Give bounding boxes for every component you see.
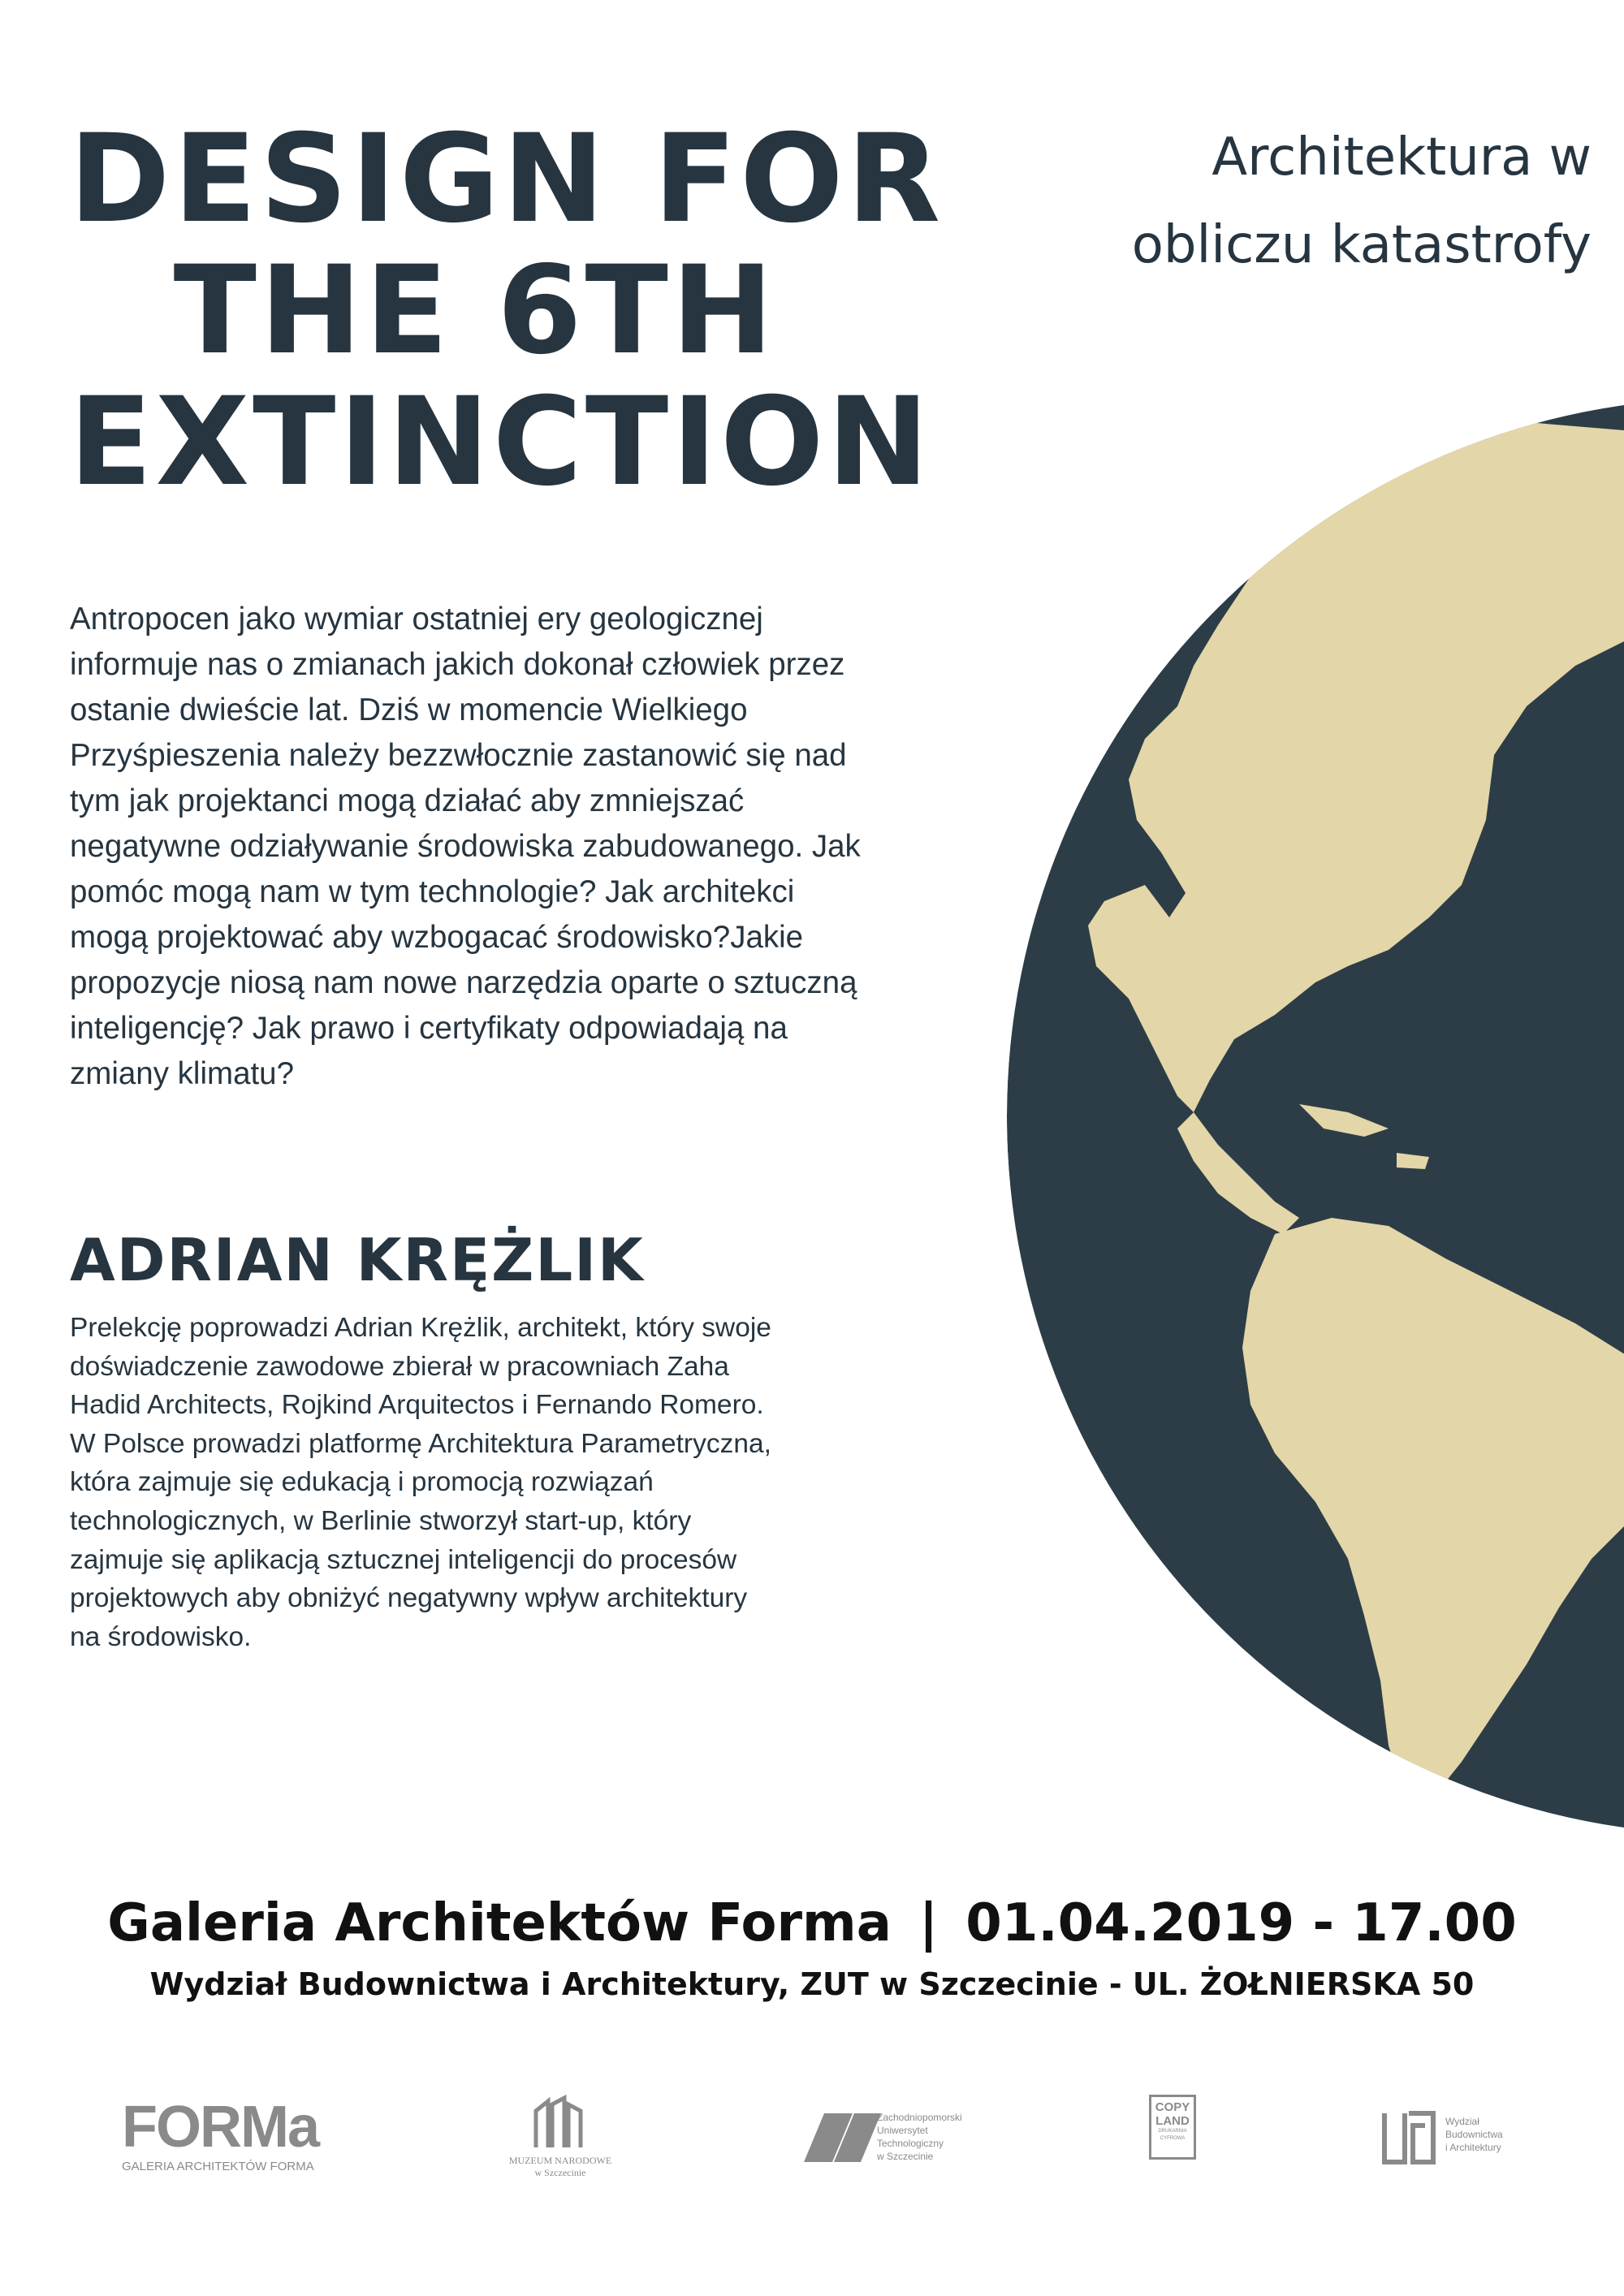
logo-copyland-line4: CYFROWA [1160, 2136, 1186, 2141]
logo-zut [804, 2095, 999, 2192]
logo-forma-caption: GALERIA ARCHITEKTÓW FORMA [122, 2160, 314, 2173]
subtitle-line-2: obliczu katastrofy [1131, 215, 1592, 275]
logo-forma-wordmark: FORMa [122, 2095, 318, 2160]
speaker-name: ADRIAN KRĘŻLIK [70, 1226, 645, 1294]
event-subtitle [1007, 114, 1592, 289]
logo-copyland-line1: COPY [1155, 2100, 1190, 2114]
logo-wbia-line1: Wydział [1445, 2116, 1479, 2127]
speaker-bio: Prelekcję poprowadzi Adrian Krężlik, architekt, który swoje doświadczenie zawodowe zbierał w pracowniach Zaha Hadid Architects, Rojkind Arquitectos i Fernando Romero. W Polsce prowadzi platformę Architektura Parametryczna, która zajmuje się edukacją i promocją rozwiązań technologicznych, w Berlinie stworzył start-up, który zajmuje się aplikacją sztucznej inteligencji do procesów projektowych aby obniżyć negatywny wpływ architektury na środowisko. [70, 1313, 771, 1652]
venue-separator: | [918, 1893, 939, 1953]
title-line-2: THE 6TH [173, 240, 777, 382]
muzeum-emblem-icon [528, 2095, 593, 2151]
wbia-emblem-icon [1380, 2109, 1437, 2166]
logo-zut-line1: Zachodniopomorski [877, 2112, 962, 2123]
sponsor-logos [0, 2095, 1624, 2192]
logo-copyland-box [1149, 2095, 1196, 2160]
logo-muzeum-line1: MUZEUM NARODOWE [508, 2155, 612, 2166]
logo-zut-line2: Uniwersytet [877, 2125, 928, 2136]
logo-zut-line4: w Szczecinie [877, 2151, 934, 2162]
title-line-3: EXTINCTION [69, 372, 933, 513]
globe-illustration [1007, 398, 1624, 1835]
logo-forma [122, 2095, 333, 2192]
logo-copyland-line2: LAND [1155, 2114, 1190, 2128]
logo-copyland [1149, 2095, 1198, 2192]
logo-wbia-line3: i Architektury [1445, 2142, 1501, 2153]
description-paragraph: Antropocen jako wymiar ostatniej ery geologicznej informuje nas o zmianach jakich dokonał człowiek przez ostanie dwieście lat. Dziś w momencie Wielkiego Przyśpieszenia należy bezzwłocznie zastanowić się nad tym jak projektanci mogą działać aby zmniejszać negatywne odziaływanie środowiska zabudowanego. Jak pomóc mogą nam w tym technologie? Jak architekci mogą projektować aby wzbogacać środowisko?Jakie propozycje niosą nam nowe narzędzia oparte o sztuczną inteligencję? Jak prawo i certyfikaty odpowiadają na zmiany klimatu? [70, 602, 861, 1091]
logo-wbia [1380, 2095, 1535, 2192]
logo-muzeum-narodowe [503, 2095, 617, 2192]
event-venue-line [0, 1893, 1624, 1953]
event-datetime: 01.04.2019 - 17.00 [965, 1893, 1517, 1953]
event-address: Wydział Budownictwa i Architektury, ZUT w Szczecinie - UL. ŻOŁNIERSKA 50 [149, 1966, 1475, 2002]
logo-wbia-line2: Budownictwa [1445, 2129, 1503, 2140]
title-line-1: DESIGN FOR [69, 109, 944, 250]
logo-copyland-line3: DRUKARNIA [1158, 2129, 1187, 2134]
venue-name: Galeria Architektów Forma [107, 1893, 892, 1953]
logo-zut-text [877, 2111, 962, 2163]
logo-zut-line3: Technologiczny [877, 2138, 944, 2149]
logo-wbia-text [1445, 2115, 1503, 2154]
event-title [69, 109, 944, 513]
zut-emblem-icon [804, 2109, 881, 2166]
subtitle-line-1: Architektura w [1212, 127, 1592, 188]
logo-muzeum-line2: w Szczecinie [534, 2167, 586, 2178]
